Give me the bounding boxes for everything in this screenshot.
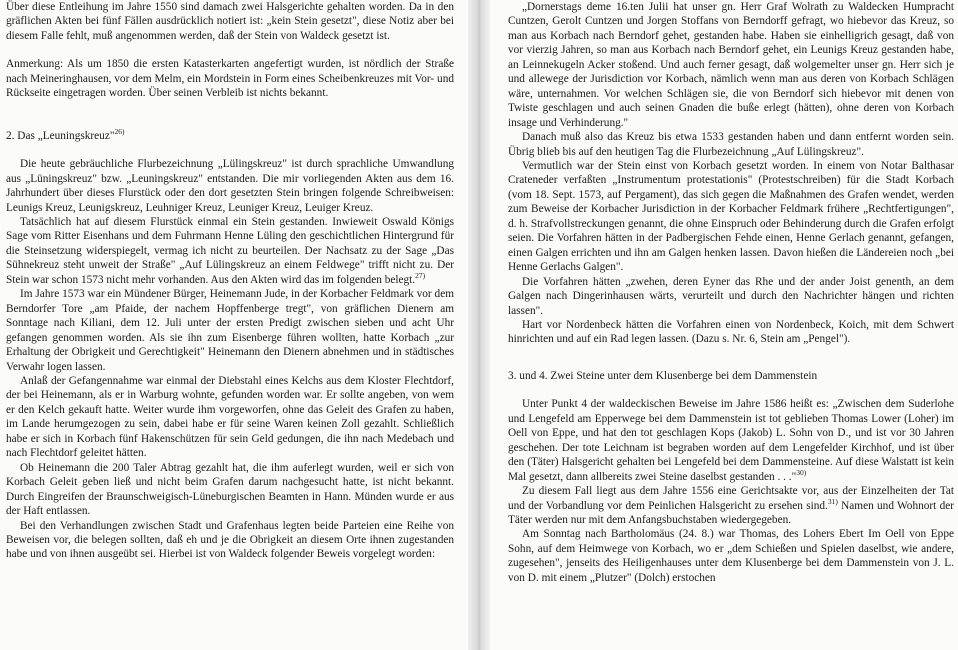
paragraph: Am Sonntag nach Bartholomäus (24. 8.) war Thomas, des Lohers Ebert Im Oell von Eppe Sohn, auf dem Heimwege von Korbach, wo er „dem Schießen und Spielen daselbst, wie andere, zugesehen", jenseits des Heiligenhauses unter dem Klusenberge bei dem Dammenstein von J. L. von D. mit einem „Plutzer" (Dolch) erstochen <box>508 528 954 584</box>
paragraph-text: Namen und Wohnort der Täter werden nur mit dem Anfangsbuchstaben wiedergegeben. <box>508 499 954 526</box>
left-page <box>0 0 468 650</box>
annotation-paragraph: Anmerkung: Als um 1850 die ersten Katasterkarten angefertigt wurden, ist nördlich der Straße nach Meineringhausen, vor dem Melm, ein Mordstein in Form eines Scheibenkreuzes mit Vor- und Rückseite eingetragen worden. Über seinen Verbleib ist nichts bekannt. <box>6 58 454 100</box>
paragraph: Ob Heinemann die 200 Taler Abtrag gezahlt hat, die ihm auferlegt wurden, weil er sich von Korbach Geleit geben ließ und nicht beim Grafen darum nachgesucht hatte, ist nicht bekannt. Durch Eingreifen der Braunschweigisch-Lüneburgischen Beamten in Hann. Münden wurde er aus der Haft entlassen. <box>6 461 454 518</box>
paragraph-text: Unter Punkt 4 der waldeckischen Beweise im Jahre 1586 heißt es: „Zwischen dem Suderlohe und Lengefeld am Epperwege bei dem Dammenstein ist tot geblieben Thomas Lower (Loher) im Oell von Eppe, und hat den tot geschlagen Kops (Jakob) L. Sohn von D., und ist vor 30 Jahren geschehen. Der tote Leichnam ist begraben worden auf dem Lengefelder Kirchhof, und ist über den (Täter) Halsgericht gehalten bei Lengefeld bei dem Dammensteine. Auf diese Walstatt ist kein Mal gesetzt, dann allbereits zwei Steine daselbst gestanden . . ." <box>508 398 954 483</box>
paragraph: Vermutlich war der Stein einst von Korbach gesetzt worden. In einem von Notar Balthasar Crateneder verfaßten „Instrumentum protestationis" (Protestschreiben) für die Stadt Korbach (vom 18. Sept. 1573, auf Pergament), das sich gegen die Maßnahmen des Grafen wendet, werden zum Beweise der Korbacher Jurisdiction in der Korbacher Feldmark frühere „Rechtfertigungen", d. h. Strafvollstreckungen genannt, die ohne Einspruch oder Behinderung durch die Grafen erfolgt seien. Die Vorfahren hätten in der Padbergischen Fehde einen, Henne Gerlach genannt, gefangen, einen Galgen errichten und ihn am Galgen henken lassen. Davon hießen die Ländereien noch „bei Henne Gerlachs Galgen". <box>508 159 954 274</box>
paragraph: Im Jahre 1573 war ein Mündener Bürger, Heinemann Jude, in der Korbacher Feldmark vor dem Berndorfer Tore „am Pfaide, der nachem Hopffenberge tregt", von gräflichen Dienern am Sonntage nach Kiliani, dem 12. Juli unter der ersten Predigt zwischen sieben und acht Uhr gefangen genommen worden. Als sie ihn zum Eisenberge führen wollten, hatte Korbach „zur Erhaltung der Obrigkeit und Gerechtigkeit" Heinemann den Dienern abnehmen und in städtisches Verwahr logen lassen. <box>6 288 454 373</box>
paragraph <box>508 484 954 527</box>
paragraph: Hart vor Nordenbeck hätten die Vorfahren einen von Nordenbeck, Koich, mit dem Schwert hinrichten und auf ein Rad legen lassen. (Dazu s. Nr. 6, Stein am „Pengel"). <box>508 318 954 346</box>
footnote-ref: 26) <box>114 126 125 136</box>
paragraph: Bei den Verhandlungen zwischen Stadt und Grafenhaus legten beide Parteien eine Reihe von Beweisen vor, die belegen sollten, daß eh und je die Obrigkeit an diesem Orte ihnen zugestanden habe und von ihnen ausgeübt sei. Hierbei ist von Waldeck folgender Beweis vorgelegt worden: <box>6 519 454 561</box>
paragraph: Anlaß der Gefangennahme war einmal der Diebstahl eines Kelchs aus dem Kloster Flechtdorf, der bei Heinemann, als er in Warburg wohnte, gefunden worden war. Er sollte angeben, von wem er den Kelch gekauft hatte. Weiter wurde ihm vorgeworfen, ohne das Geleit des Grafen zu haben, im Lande herumgezogen zu sein, dabei habe er für seine Waren keinen Zoll gezahlt. Schließlich habe er sich in Korbach fünf Hakenschützen für sein Geld gedungen, die ihn nach Medebach und nach Flechtdorf geleitet hätten. <box>6 374 454 460</box>
paragraph: Die heute gebräuchliche Flurbezeichnung „Lülingskreuz" ist durch sprachliche Umwandlung aus „Lüningskreuz" bzw. „Leuningskreuz" entstanden. Die mir vorliegenden Akten aus dem 16. Jahrhundert über dieses Flurstück oder den dort gesetzten Stein bringen folgende Schreibweisen: Leunigs Kreuz, Leunigskreuz, Leuhniger Kreuz, Leuniger Kreuz, Leuiger Kreuz. <box>6 158 454 214</box>
section-heading <box>6 126 454 143</box>
paragraph-text: Zu diesem Fall liegt aus dem Jahre 1556 eine Gerichtsakte vor, aus der Einzelheiten der Tat und der Vorbandlung vor dem Peinlichen Halsgericht zu ersehen sind. <box>508 485 954 512</box>
paragraph: Danach muß also das Kreuz bis etwa 1533 gestanden haben und dann entfernt worden sein. Übrig blieb bis auf den heutigen Tag die Flurbezeichnung „Auf Lülingskreuz". <box>508 131 954 158</box>
paragraph: Die Vorfahren hätten „zwehen, deren Eyner das Rhe und der ander Joist genenth, an dem Galgen nach Dingerinhausen wärts, verurteilt und durch den Nachrichter hängen und richten lassen". <box>508 275 954 317</box>
paragraph: Über diese Entleihung im Jahre 1550 sind damach zwei Halsgerichte gehalten worden. Da in den gräflichen Akten bei fünf Fällen ausdrücklich notiert ist: „kein Stein gesetzt", diese Notiz aber bei diesem Falle fehlt, muß angenommen werden, daß der Stein von Waldeck gesetzt ist. <box>6 1 454 42</box>
footnote-ref: 30) <box>796 467 807 477</box>
paragraph <box>6 215 454 287</box>
section-heading: 3. und 4. Zwei Steine unter dem Klusenberge bei dem Dammenstein <box>508 369 818 382</box>
right-page <box>490 0 958 650</box>
quote-paragraph: „Dornerstags deme 16.ten Julii hat unser gn. Herr Graf Wolrath zu Waldecken Humpracht Cuntzen, Gerolt Cuntzen und Jorgen Stoffans von Berndorff gefragt, wo hiebevor das Kreuz, so man aus Korbach nach Berndorf gehet, gestanden habe. Haben sie einhelligrich gesagt, daß von vor vierzig Jahren, so man aus Korbach nach Berndorf gehet, ein Leunigs Kreuz gestanden habe, an Leinnekugeln Acker stoßend. Und auch ferner gesagt, daß wolgemelter unser gn. Herr sich je und allewege der Jurisdiction vor Korbach, nämlich wenn man aus deren von Korbach Schlägen wäre, unternahmen. Vor welchen Schlägen sie, die von Berndorf sich hiebevor mit denen von Twiste geschlagen und auch seinen Gnaden die buße erlegt (hätten), ohne deren von Korbach insage und Verhinderung." <box>508 1 954 129</box>
paragraph <box>508 397 954 484</box>
paragraph-text: Tatsächlich hat auf diesem Flurstück einmal ein Stein gestanden. Inwieweit Oswald Königs Sage vom Ritter Eisenhans und dem Fuhrmann Henne Lüling den geschichtlichen Hintergrund für die Steinsetzung widerspiegelt, vermag ich nicht zu beurteilen. Der Nachsatz zu der Sage „Das Sühnekreuz steht unweit der Straße" „Auf Lülingskreuz an einem Feldwege" trifft nicht zu. Der Stein war schon 1573 nicht mehr vorhanden. Aus den Akten wird das im folgenden belegt. <box>6 215 454 286</box>
section-heading-text: 2. Das „Leuningskreuz" <box>6 129 115 142</box>
footnote-ref: 27) <box>415 271 426 281</box>
footnote-ref: 31) <box>827 496 838 506</box>
book-gutter <box>468 0 490 650</box>
